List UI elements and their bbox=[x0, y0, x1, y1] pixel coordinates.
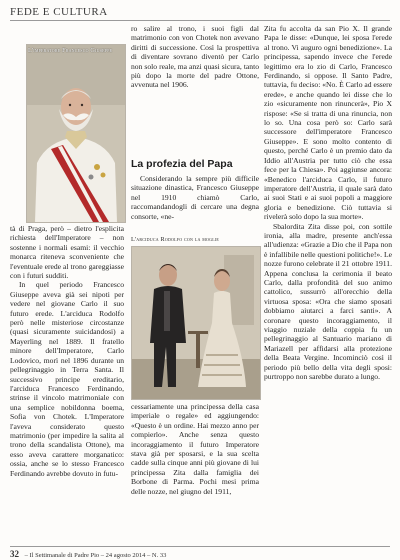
paragraph: tà di Praga, però – dietro l'esplicita richiesta dell'Imperatore – non sostenne i normali esami: il vecchio monarca riteneva sconveniente che l'eventuale erede al trono gareggiasse con i futuri sudditi. bbox=[10, 224, 124, 281]
section-header: FEDE E CULTURA bbox=[10, 6, 390, 21]
archduke-couple-illustration bbox=[132, 247, 260, 399]
paragraph: Sbalordita Zita disse poi, con sottile ironia, alla madre, presente anch'essa all'udienza: «Grazie a Dio che il Papa non è infallibile nelle questioni politiche!». Le nozze furono celebrate il 21 ottobre 1911. Appena conclusa la cerimonia il beato Carlo, dalla profondità del suo animo cattolico, sussurrò all'orecchio della virtuosa sposa: «Ora che siamo sposati dobbiamo aiutarci a farci santi». A coronare questo incoraggiamento, il viaggio nuziale della coppia fu un pellegrinaggio al Santuario mariano di Mariazell per affidarsi alla protezione della Beata Vergine. Incominciò così il periodo più bello della vita degli sposi: purtroppo non sarebbe durato a lungo. bbox=[264, 221, 392, 382]
archduke-couple-photo bbox=[131, 246, 261, 400]
couple-photo-caption: L'arciduca Rodolfo con la moglie bbox=[131, 236, 220, 243]
paragraph: cessariamente una principessa della casa imperiale o regale» ed aggiungendo: «Questo è un ordine. Hai mezzo anno per compierlo». Anche senza questo incoraggiamento il futuro Imperatore stava già per sposarsi, e la sua scelta cadde sulla cinque anni più giovane di lui principessa Zita dalla famiglia dei Borbone di Parma. Pochi mesi prima delle nozze, nel giugno del 1911, bbox=[131, 402, 259, 496]
footer-publication: – Il Settimanale di Padre Pio – 24 agosto 2014 – N. 33 bbox=[24, 552, 167, 559]
emperor-photo-caption: L'imperatore Francesco Giuseppe bbox=[28, 47, 113, 54]
column-2-middle bbox=[131, 174, 259, 221]
column-3 bbox=[264, 24, 392, 381]
column-1 bbox=[10, 224, 124, 478]
paragraph: ro salire al trono, i suoi figli dal matrimonio con von Chotek non avevano diritti di successione. Così la prospettiva di diventare sovrano diventò per Carlo non solo reale, ma anzi quasi sicura, tanto più dopo la morte del padre Ottone, avvenuta nel 1906. bbox=[131, 24, 259, 90]
page-number: 32 bbox=[10, 549, 19, 559]
paragraph: Considerando la sempre più difficile situazione dinastica, Francesco Giuseppe nel 1910 chiamò Carlo, raccomandandogli di cercare una degna consorte, «ne- bbox=[131, 174, 259, 221]
paragraph: In quel periodo Francesco Giuseppe aveva già sei nipoti per vedere nel giovane Carlo il suo futuro erede. L'arciduca Rodolfo però nelle misteriose circostanze (quasi sicuramente suicidandosi) a Mayerling nel 1889. Il fratello minore dell'Imperatore, Carlo Lodovico, morì nel 1896 durante un pellegrinaggio in Terra Santa. Il successivo principe ereditario, l'arciduca Francesco Ferdinando, strinse il vincolo matrimoniale con una semplice nobildonna boema, Sofia von Chotek. L'Imperatore l'aveva considerato questo matrimonio (per impedire la salita al trono della scandalista Ottone), ma esso aveva carattere morganatico: ossia, anche se lo stesso Francesco Ferdinando avrebbe dovuto in futu- bbox=[10, 280, 124, 478]
column-2-top bbox=[131, 24, 259, 90]
page-footer bbox=[10, 546, 390, 559]
paragraph: Zita fu accolta da san Pio X. Il grande Papa le disse: «Dunque, lei sposa l'erede al trono. Vi auguro ogni benedizione». La principessa, sapendo invece che l'erede legittimo era lo zio di Carlo, Francesco Ferdinando, si oppose. Il Santo Padre, tuttavia, fu deciso: «No. È Carlo ad essere erede», e anche quando lei disse che lo zio «sicuramente non rinuncerà», Pio X rispose: «Se si tratta di una rinuncia, non lo so. Una cosa però so: Carlo sarà successore dell'imperatore Francesco Giuseppe». E sono molto contento di questo, perché Carlo è un premio dato da Iddio all'Austria per tutto ciò che essa fece per la Chiesa». Poi aggiunse ancora: «Benedico l'arciduca Carlo, il futuro imperatore dell'Austria, il quale sarà dato ai suoi Stati e ai suoi popoli a maggiore gloria e benedizione. Ciò tuttavia si rivelerà solo dopo la sua morte». bbox=[264, 24, 392, 222]
column-2-bottom bbox=[131, 402, 259, 496]
section-subheading: La profezia del Papa bbox=[131, 158, 233, 170]
emperor-portrait-illustration bbox=[27, 45, 125, 222]
emperor-portrait-photo bbox=[26, 44, 126, 223]
